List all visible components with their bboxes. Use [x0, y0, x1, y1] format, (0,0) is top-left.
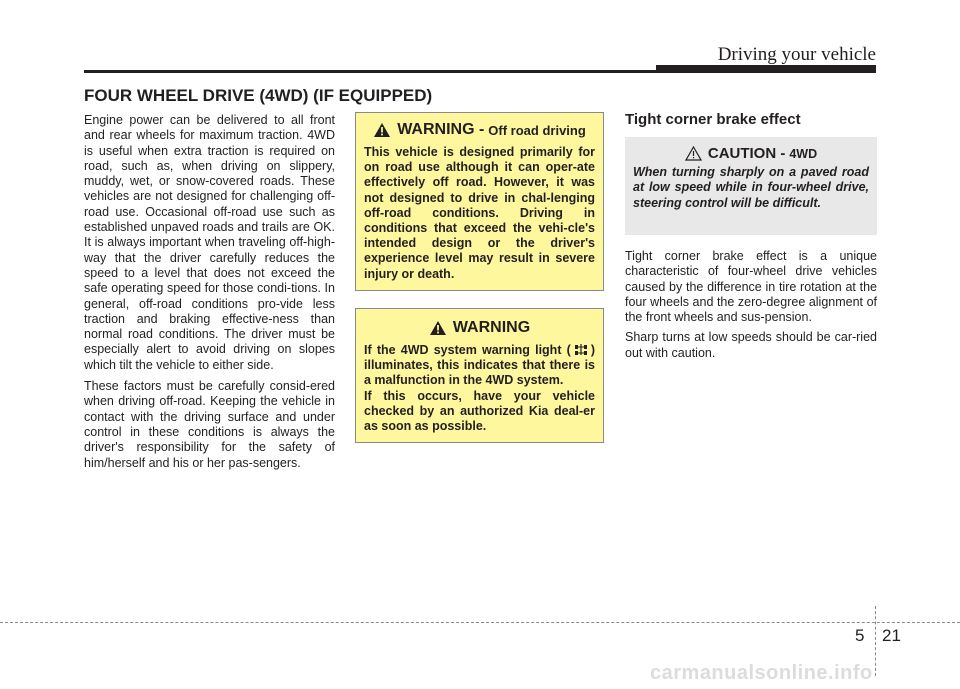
chapter-number: 5 — [855, 626, 865, 645]
caution-title: CAUTION - — [707, 145, 786, 162]
warning-text-part: If this occurs, have your vehicle checked by an authorized Kia deal-er as soon as possible. — [364, 388, 595, 434]
warning-text-part: If the 4WD system warning light ( — [364, 343, 571, 357]
warning-offroad-header — [364, 121, 595, 139]
paragraph: Sharp turns at low speeds should be car-ried out with caution. — [625, 330, 877, 360]
footer-divider — [875, 606, 876, 676]
warning-title: WARNING — [452, 319, 531, 336]
warning-offroad-box — [355, 112, 604, 291]
caution-subtitle: 4WD — [789, 146, 818, 161]
header-rule-accent — [656, 65, 876, 73]
caution-triangle-icon — [685, 146, 702, 161]
warning-triangle-icon — [429, 320, 447, 336]
warning-4wd-box — [355, 308, 604, 443]
subsection-title: Tight corner brake effect — [625, 111, 801, 128]
left-column — [84, 113, 335, 477]
paragraph: Engine power can be delivered to all front and rear wheels for maximum traction. 4WD is useful when extra traction is required on road, such as, when driving on slippery, muddy, wet, or snow-covered roads. These vehicles are not designed for challenging off-road use. Occasional off-road use such as established unpaved roads and trails are OK. It is always important when traveling off-high-way that the driver carefully reduces the speed to a level that does not exceed the safe operating speed for those condi-tions. In general, off-road conditions pro-vide less traction and braking effective-ness than normal road conditions. The driver must be especially alert to avoid driving on slopes which tilt the vehicle to either side. — [84, 113, 335, 372]
watermark: carmanualsonline.info — [650, 662, 873, 684]
caution-text: When turning sharply on a paved road at low speed while in four-wheel drive, steering control will be difficult. — [633, 165, 869, 210]
chapter-title: Driving your vehicle — [717, 44, 876, 65]
footer-rule — [0, 622, 960, 623]
warning-title: WARNING - — [397, 121, 485, 138]
right-column — [625, 249, 877, 366]
warning-offroad-text: This vehicle is designed primarily for on road use although it can oper-ate effectively off road. However, it was not designed to drive in chal-lenging off-road conditions. Driving in conditions that exceed the vehi-cle's intended design or the driver's experience level may result in severe injury or death. — [364, 145, 595, 281]
paragraph: Tight corner brake effect is a unique characteristic of four-wheel drive vehicles caused by the difference in tire rotation at the four wheels and the zero-degree alignment of the front wheels and sus-pension. — [625, 249, 877, 325]
warning-subtitle: Off road driving — [488, 122, 586, 138]
4wd-warning-light-icon — [573, 343, 589, 356]
paragraph: These factors must be carefully consid-ered when driving off-road. Keeping the vehicle in contact with the driving surface and under control in these conditions is always the driver's responsibility for the safety of him/herself and his or her pas-sengers. — [84, 379, 335, 470]
section-title: FOUR WHEEL DRIVE (4WD) (IF EQUIPPED) — [84, 86, 433, 105]
warning-4wd-header — [364, 319, 595, 337]
warning-text-part: ) illuminates, this indicates that there is a malfunction in the 4WD system. — [364, 343, 595, 388]
warning-triangle-icon — [373, 122, 391, 138]
caution-box — [625, 137, 877, 235]
warning-4wd-text — [364, 343, 595, 434]
page-number: 21 — [882, 626, 901, 645]
caution-header — [633, 145, 869, 162]
